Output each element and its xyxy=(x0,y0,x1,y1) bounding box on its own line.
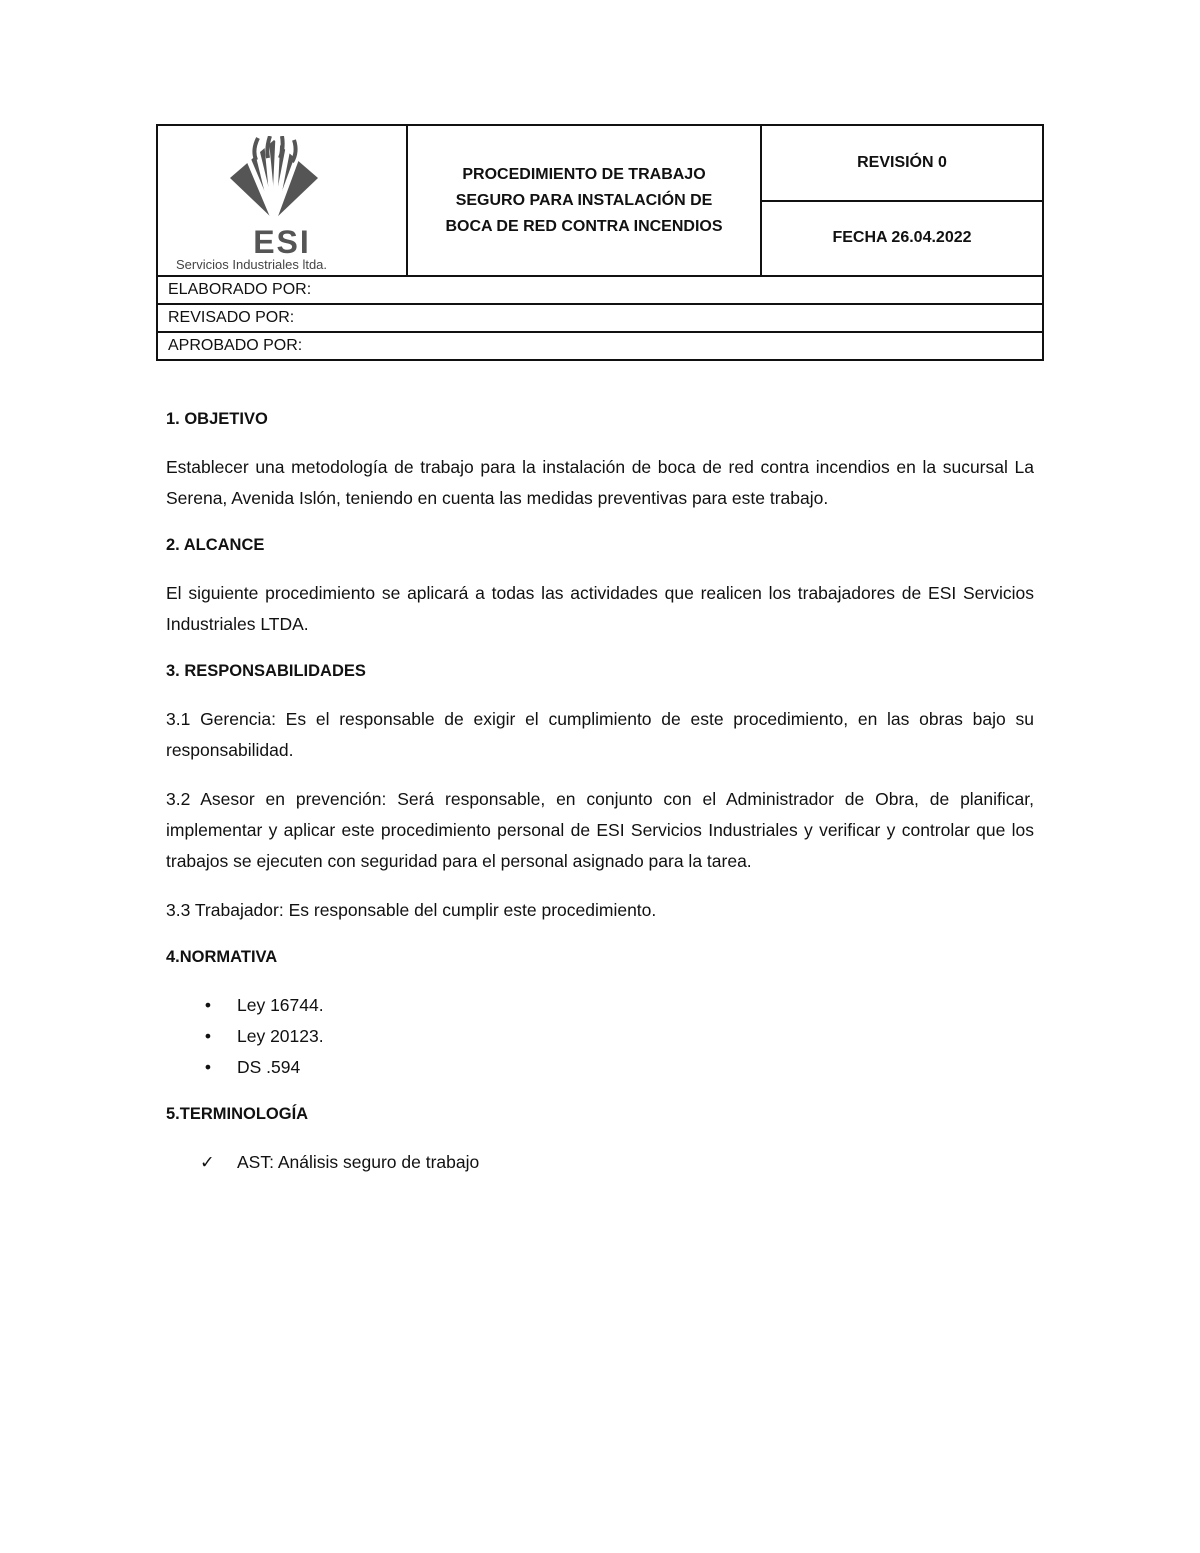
terminologia-list xyxy=(166,1147,1034,1178)
responsabilidad-trabajador: 3.3 Trabajador: Es responsable del cumplir este procedimiento. xyxy=(166,900,657,920)
section-heading-alcance: 2. ALCANCE xyxy=(166,536,265,554)
responsabilidad-asesor: 3.2 Asesor en prevención: Será responsable, en conjunto con el Administrador de Obra, de planificar, implementar y aplicar este procedimiento personal de ESI Servicios Industriales y verificar y controlar que los trabajos se ejecuten con seguridad para el personal asignado para la tarea. xyxy=(166,789,1034,871)
esi-logo-icon xyxy=(222,136,342,228)
logo-subtitle: Servicios Industriales ltda. xyxy=(176,257,328,272)
title-cell xyxy=(408,126,762,275)
header-top-row xyxy=(158,126,1042,277)
aprobado-row: APROBADO POR: xyxy=(158,331,1042,359)
logo-name: ESI xyxy=(253,224,311,260)
list-item xyxy=(166,1021,1034,1052)
terminologia-item-text: AST: Análisis seguro de trabajo xyxy=(237,1152,480,1172)
elaborado-row: ELABORADO POR: xyxy=(168,281,312,298)
revisado-row: REVISADO POR: xyxy=(158,303,1042,331)
section-text-objetivo: Establecer una metodología de trabajo para la instalación de boca de red contra incendios en la sucursal La Serena, Avenida Islón, teniendo en cuenta las medidas preventivas para este trabajo. xyxy=(166,457,1034,508)
normativa-item-text: DS .594 xyxy=(237,1057,301,1077)
bullet-icon: • xyxy=(204,995,212,1015)
date-label: FECHA 26.04.2022 xyxy=(832,229,972,247)
normativa-list xyxy=(166,990,1034,1083)
list-item xyxy=(166,1052,1034,1083)
list-item xyxy=(166,990,1034,1021)
section-heading-objetivo: 1. OBJETIVO xyxy=(166,410,268,428)
normativa-item-text: Ley 16744. xyxy=(237,995,324,1015)
section-heading-responsabilidades: 3. RESPONSABILIDADES xyxy=(166,662,366,680)
normativa-item-text: Ley 20123. xyxy=(237,1026,324,1046)
header-table xyxy=(156,124,1044,361)
document-title: PROCEDIMIENTO DE TRABAJO SEGURO PARA INSTALACIÓN DE BOCA DE RED CONTRA INCENDIOS xyxy=(445,165,723,235)
revision-label: REVISIÓN 0 xyxy=(762,126,1042,202)
section-text-alcance: El siguiente procedimiento se aplicará a todas las actividades que realicen los trabajadores de ESI Servicios Industriales LTDA. xyxy=(166,583,1034,634)
responsabilidad-gerencia: 3.1 Gerencia: Es el responsable de exigir el cumplimiento de este procedimiento, en las obras bajo su responsabilidad. xyxy=(166,709,1034,760)
checkmark-icon: ✓ xyxy=(200,1152,215,1172)
section-heading-normativa: 4.NORMATIVA xyxy=(166,948,278,966)
document-body xyxy=(166,406,1034,1196)
logo-cell xyxy=(158,126,408,275)
section-heading-terminologia: 5.TERMINOLOGÍA xyxy=(166,1105,309,1123)
bullet-icon: • xyxy=(204,1026,212,1046)
list-item xyxy=(166,1147,1034,1178)
bullet-icon: • xyxy=(204,1057,212,1077)
meta-cell xyxy=(762,126,1042,275)
